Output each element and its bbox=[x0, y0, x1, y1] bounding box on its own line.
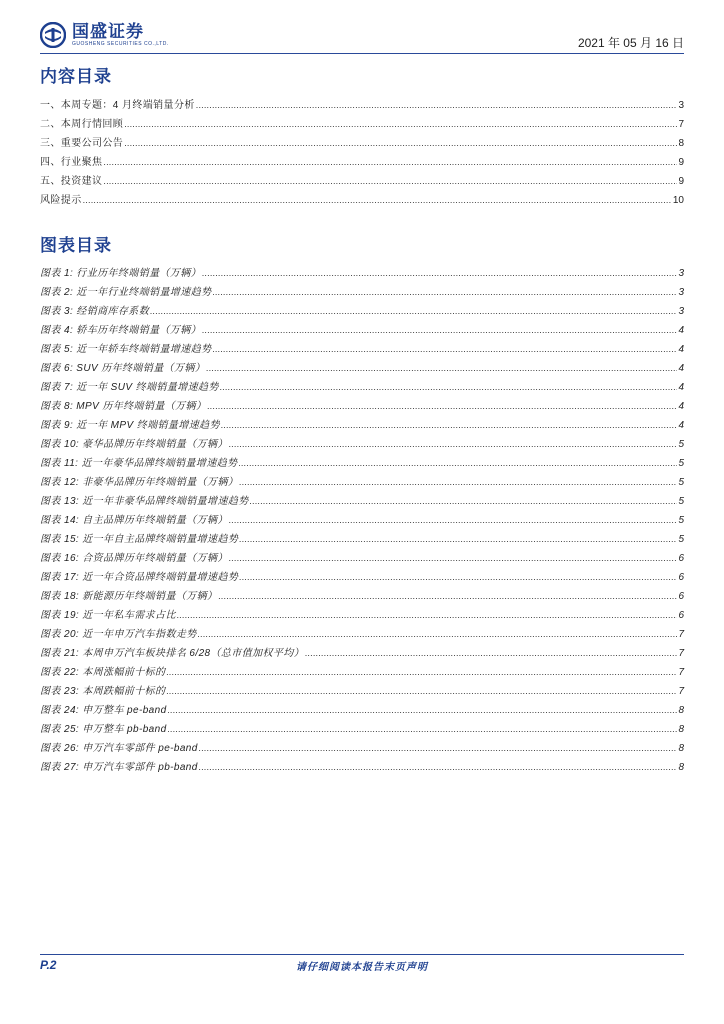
contents-list bbox=[40, 96, 684, 210]
contents-entry-label: 二、本周行情回顾 bbox=[40, 119, 124, 130]
dot-leader bbox=[206, 363, 677, 373]
dot-leader bbox=[166, 667, 677, 677]
figure-entry-page-number: 5 bbox=[678, 458, 684, 469]
figure-entry-label: 图表 6: SUV 历年终端销量（万辆） bbox=[40, 363, 206, 374]
dot-leader bbox=[229, 439, 678, 449]
contents-entry-page-number: 10 bbox=[672, 195, 684, 206]
figure-entry-label: 图表 25: 申万整车 pb-band bbox=[40, 724, 167, 735]
dot-leader bbox=[124, 138, 677, 148]
figure-entry-page-number: 5 bbox=[678, 477, 684, 488]
figure-entry-label: 图表 16: 合资品牌历年终端销量（万辆） bbox=[40, 553, 228, 564]
contents-entry-label: 一、本周专题：4 月终端销量分析 bbox=[40, 100, 195, 111]
contents-entry-label: 风险提示 bbox=[40, 195, 82, 206]
figure-entry-page-number: 8 bbox=[678, 705, 684, 716]
contents-entry-label: 五、投资建议 bbox=[40, 176, 103, 187]
dot-leader bbox=[229, 553, 678, 563]
dot-leader bbox=[199, 743, 678, 753]
dot-leader bbox=[218, 591, 677, 601]
figure-entry-label: 图表 1: 行业历年终端销量（万辆） bbox=[40, 268, 202, 279]
figure-entry-label: 图表 5: 近一年轿车终端销量增速趋势 bbox=[40, 344, 212, 355]
dot-leader bbox=[221, 420, 678, 430]
dot-leader bbox=[239, 458, 678, 468]
figure-entry-page-number: 6 bbox=[678, 572, 684, 583]
dot-leader bbox=[198, 629, 678, 639]
figure-entry-label: 图表 26: 申万汽车零部件 pe-band bbox=[40, 743, 198, 754]
contents-entry-page-number: 7 bbox=[678, 119, 684, 130]
figure-entry[interactable] bbox=[40, 511, 684, 530]
figure-entry[interactable] bbox=[40, 416, 684, 435]
figure-entry-label: 图表 9: 近一年 MPV 终端销量增速趋势 bbox=[40, 420, 220, 431]
figure-entry-page-number: 6 bbox=[678, 610, 684, 621]
contents-entry[interactable] bbox=[40, 134, 684, 153]
figure-entry[interactable] bbox=[40, 739, 684, 758]
figure-entry-page-number: 5 bbox=[678, 496, 684, 507]
figure-entry[interactable] bbox=[40, 340, 684, 359]
figure-entry-label: 图表 12: 非豪华品牌历年终端销量（万辆） bbox=[40, 477, 239, 488]
dot-leader bbox=[250, 496, 678, 506]
figure-entry-page-number: 7 bbox=[678, 667, 684, 678]
report-date: 2021 年 05 月 16 日 bbox=[577, 36, 684, 50]
figure-entry-label: 图表 3: 经销商库存系数 bbox=[40, 306, 150, 317]
figure-entry-page-number: 8 bbox=[678, 724, 684, 735]
figure-entry-page-number: 3 bbox=[678, 306, 684, 317]
figure-entry[interactable] bbox=[40, 454, 684, 473]
figure-entry[interactable] bbox=[40, 302, 684, 321]
dot-leader bbox=[199, 762, 678, 772]
figure-entry-label: 图表 15: 近一年自主品牌终端销量增速趋势 bbox=[40, 534, 239, 545]
dot-leader bbox=[83, 195, 672, 205]
figure-entry-label: 图表 20: 近一年申万汽车指数走势 bbox=[40, 629, 197, 640]
figure-entry-page-number: 5 bbox=[678, 439, 684, 450]
figure-entry-page-number: 7 bbox=[678, 629, 684, 640]
dot-leader bbox=[239, 572, 677, 582]
figure-entry[interactable] bbox=[40, 682, 684, 701]
figure-entry-label: 图表 11: 近一年豪华品牌终端销量增速趋势 bbox=[40, 458, 238, 469]
figure-entry-label: 图表 24: 申万整车 pe-band bbox=[40, 705, 167, 716]
dot-leader bbox=[103, 157, 677, 167]
figure-entry-page-number: 4 bbox=[678, 401, 684, 412]
guosheng-logo-icon bbox=[40, 22, 66, 48]
figure-entry[interactable] bbox=[40, 644, 684, 663]
figure-entry-label: 图表 10: 豪华品牌历年终端销量（万辆） bbox=[40, 439, 228, 450]
figure-entry-label: 图表 2: 近一年行业终端销量增速趋势 bbox=[40, 287, 212, 298]
figure-entry-label: 图表 21: 本周申万汽车板块排名 6/28（总市值加权平均） bbox=[40, 648, 305, 659]
figure-entry[interactable] bbox=[40, 625, 684, 644]
figure-entry[interactable] bbox=[40, 264, 684, 283]
figure-entry[interactable] bbox=[40, 720, 684, 739]
dot-leader bbox=[229, 515, 678, 525]
figure-entry-page-number: 7 bbox=[678, 648, 684, 659]
dot-leader bbox=[239, 534, 677, 544]
figure-entry[interactable] bbox=[40, 701, 684, 720]
dot-leader bbox=[196, 100, 678, 110]
figure-entry-page-number: 8 bbox=[678, 743, 684, 754]
figure-entry-page-number: 3 bbox=[678, 287, 684, 298]
figure-entry-page-number: 4 bbox=[678, 420, 684, 431]
contents-entry-page-number: 3 bbox=[678, 100, 684, 111]
dot-leader bbox=[168, 705, 678, 715]
figure-entry-page-number: 5 bbox=[678, 534, 684, 545]
figure-entry[interactable] bbox=[40, 492, 684, 511]
figure-entry-label: 图表 18: 新能源历年终端销量（万辆） bbox=[40, 591, 218, 602]
figure-entry-page-number: 6 bbox=[678, 553, 684, 564]
brand-logo bbox=[40, 22, 169, 48]
figure-entry-label: 图表 13: 近一年非豪华品牌终端销量增速趋势 bbox=[40, 496, 249, 507]
contents-entry-page-number: 9 bbox=[678, 176, 684, 187]
contents-entry-label: 三、重要公司公告 bbox=[40, 138, 124, 149]
brand-name-cn: 国盛证券 bbox=[72, 22, 144, 42]
figure-entry-label: 图表 19: 近一年私车需求占比 bbox=[40, 610, 176, 621]
figure-entry[interactable] bbox=[40, 587, 684, 606]
dot-leader bbox=[213, 344, 678, 354]
figure-entry[interactable] bbox=[40, 549, 684, 568]
contents-entry[interactable] bbox=[40, 153, 684, 172]
dot-leader bbox=[207, 401, 677, 411]
figure-entry[interactable] bbox=[40, 568, 684, 587]
figure-entry-page-number: 4 bbox=[678, 344, 684, 355]
figure-entry-label: 图表 22: 本周涨幅前十标的 bbox=[40, 667, 166, 678]
figure-entry-label: 图表 4: 轿车历年终端销量（万辆） bbox=[40, 325, 202, 336]
contents-entry[interactable] bbox=[40, 115, 684, 134]
figure-entry-page-number: 3 bbox=[678, 268, 684, 279]
figure-entry[interactable] bbox=[40, 435, 684, 454]
contents-entry[interactable] bbox=[40, 96, 684, 115]
figure-entry-label: 图表 17: 近一年合资品牌终端销量增速趋势 bbox=[40, 572, 239, 583]
contents-entry[interactable] bbox=[40, 191, 684, 210]
figure-entry[interactable] bbox=[40, 397, 684, 416]
figure-entry[interactable] bbox=[40, 359, 684, 378]
figure-entry-page-number: 4 bbox=[678, 382, 684, 393]
dot-leader bbox=[239, 477, 677, 487]
dot-leader bbox=[103, 176, 677, 186]
figure-entry-label: 图表 27: 申万汽车零部件 pb-band bbox=[40, 762, 198, 773]
figure-entry-page-number: 4 bbox=[678, 363, 684, 374]
dot-leader bbox=[213, 287, 678, 297]
figures-list bbox=[40, 264, 684, 777]
figures-title: 图表目录 bbox=[40, 236, 112, 256]
figure-entry-label: 图表 7: 近一年 SUV 终端销量增速趋势 bbox=[40, 382, 219, 393]
contents-entry-page-number: 9 bbox=[678, 157, 684, 168]
contents-entry[interactable] bbox=[40, 172, 684, 191]
figure-entry-page-number: 4 bbox=[678, 325, 684, 336]
figure-entry[interactable] bbox=[40, 321, 684, 340]
dot-leader bbox=[202, 325, 677, 335]
dot-leader bbox=[150, 306, 677, 316]
dot-leader bbox=[177, 610, 678, 620]
header-divider bbox=[40, 53, 684, 54]
figure-entry[interactable] bbox=[40, 473, 684, 492]
figure-entry-page-number: 8 bbox=[678, 762, 684, 773]
page-number: P.2 bbox=[40, 958, 57, 972]
dot-leader bbox=[202, 268, 677, 278]
figure-entry[interactable] bbox=[40, 378, 684, 397]
dot-leader bbox=[168, 724, 678, 734]
figure-entry[interactable] bbox=[40, 283, 684, 302]
dot-leader bbox=[220, 382, 678, 392]
figure-entry[interactable] bbox=[40, 530, 684, 549]
figure-entry-page-number: 6 bbox=[678, 591, 684, 602]
brand-name-en: GUOSHENG SECURITIES CO.,LTD. bbox=[72, 41, 169, 47]
dot-leader bbox=[124, 119, 677, 129]
footer-divider bbox=[40, 954, 684, 955]
figure-entry-page-number: 5 bbox=[678, 515, 684, 526]
disclaimer-note: 请仔细阅读本报告末页声明 bbox=[296, 962, 428, 973]
contents-entry-page-number: 8 bbox=[678, 138, 684, 149]
figure-entry[interactable] bbox=[40, 606, 684, 625]
figure-entry-label: 图表 23: 本周跌幅前十标的 bbox=[40, 686, 166, 697]
figure-entry-label: 图表 8: MPV 历年终端销量（万辆） bbox=[40, 401, 207, 412]
figure-entry-page-number: 7 bbox=[678, 686, 684, 697]
figure-entry-label: 图表 14: 自主品牌历年终端销量（万辆） bbox=[40, 515, 228, 526]
figure-entry[interactable] bbox=[40, 758, 684, 777]
figure-entry[interactable] bbox=[40, 663, 684, 682]
dot-leader bbox=[166, 686, 677, 696]
contents-title: 内容目录 bbox=[40, 67, 112, 87]
dot-leader bbox=[305, 648, 677, 658]
page-header bbox=[40, 22, 684, 52]
contents-entry-label: 四、行业聚焦 bbox=[40, 157, 103, 168]
